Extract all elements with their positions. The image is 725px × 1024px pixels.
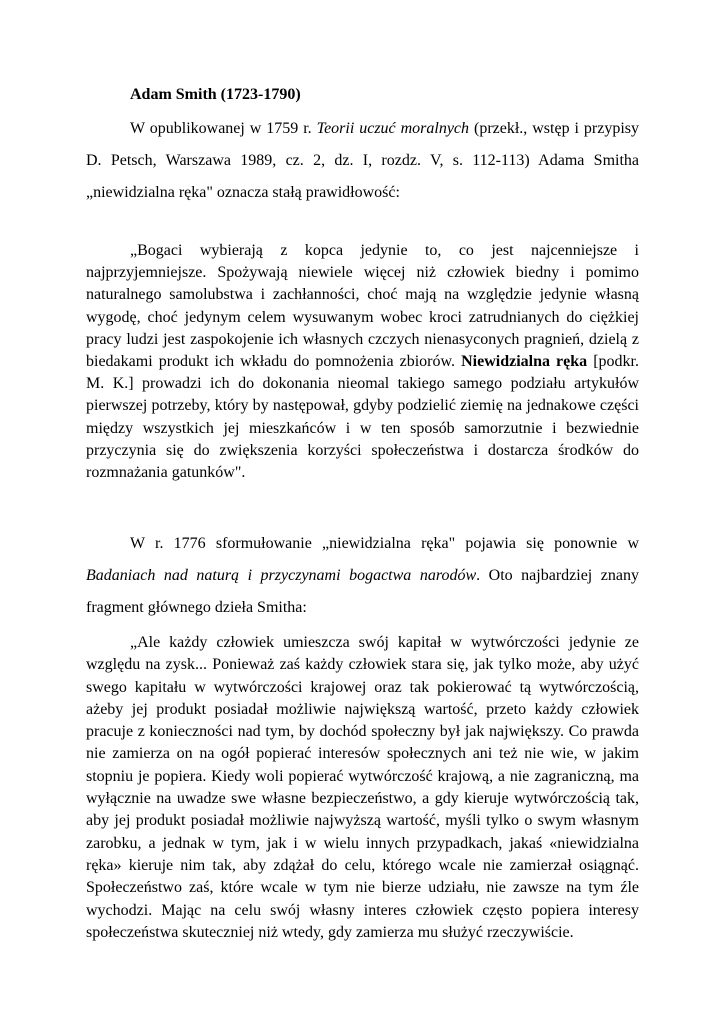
section-heading: Adam Smith (1723-1790) (130, 86, 301, 103)
second-paragraph (86, 528, 639, 624)
quote1-text-start: „Bogaci wybierają z kopca jedynie to, co jest najcenniejsze i najprzyjemniejsze. Spożywają niewiele więcej niż człowiek biedny i pomimo naturalnego samolubstwa i zachłanności, choć mają na względzie jedynie własną wygodę, choć jedynym celem wysuwanym wobec kroci zatrudnianych do ciężkiej pracy ludzi jest zaspokojenie ich własnych czczych nienasyconych pragnień, dzielą z biedakami produkt ich wkładu do pomnożenia zbiorów. (86, 242, 639, 371)
book-title-theory: Teorii uczuć moralnych (316, 120, 470, 137)
book-title-wealth-of-nations: Badaniach nad naturą i przyczynami bogactwa narodów (86, 567, 477, 584)
intro-text-start: W opublikowanej w 1759 r. (130, 120, 317, 137)
second-text-start: W r. 1776 sformułowanie „niewidzialna ręka" pojawia się ponownie w (130, 535, 639, 552)
quote1-bold-term: Niewidzialna ręka (461, 353, 588, 371)
intro-paragraph (86, 113, 639, 209)
quote-theory-moral-sentiments (86, 240, 639, 484)
second-text-end: . Oto najbardziej znany fragment głównego dzieła Smitha: (86, 567, 639, 616)
quote1-text-end: [podkr. M. K.] prowadzi ich do dokonania nieomal takiego samego podziału artykułów pierwszej potrzeby, który by następował, gdyby podzielić ziemię na jednakowe części między wszystkich jej mieszkańców i w ten sposób samorzutnie i bezwiednie przyczynia się do zwiększenia korzyści społeczeństwa i dostarcza środków do rozmnażania gatunków". (86, 353, 639, 482)
intro-text-end: (przekł., wstęp i przypisy D. Petsch, Warszawa 1989, cz. 2, dz. I, rozdz. V, s. 112-113) Adama Smitha „niewidzialna ręka" oznacza stałą prawidłowość: (86, 120, 640, 201)
quote-wealth-of-nations: „Ale każdy człowiek umieszcza swój kapitał w wytwórczości jedynie ze względu na zysk... Ponieważ zaś każdy człowiek stara się, jak tylko może, aby użyć swego kapitału w wytwórczości krajowej oraz tak pokierować tą wytwórczością, ażeby jej produkt posiadał możliwie największą wartość, przeto każdy człowiek pracuje z konieczności nad tym, by dochód społeczny był jak największy. Co prawda nie zamierza on na ogół popierać interesów społecznych ani też nie wie, w jakim stopniu je popiera. Kiedy woli popierać wytwórczość krajową, a nie zagraniczną, ma wyłącznie na uwadze swe własne bezpieczeństwo, a gdy kieruje wytwórczością tak, aby jej produkt posiadał możliwie najwyższą wartość, myśli tylko o swym własnym zarobku, a jednak w tym, jak i w wielu innych przypadkach, jakaś «niewidzialna ręka» kieruje nim tak, aby zdążał do celu, którego wcale nie zamierzał osiągnąć. Społeczeństwo zaś, które wcale w tym nie bierze udziału, nie zawsze na tym źle wychodzi. Mając na celu swój własny interes człowiek często popiera interesy społeczeństwa skuteczniej niż wtedy, gdy zamierza mu służyć rzeczywiście. (86, 634, 639, 941)
